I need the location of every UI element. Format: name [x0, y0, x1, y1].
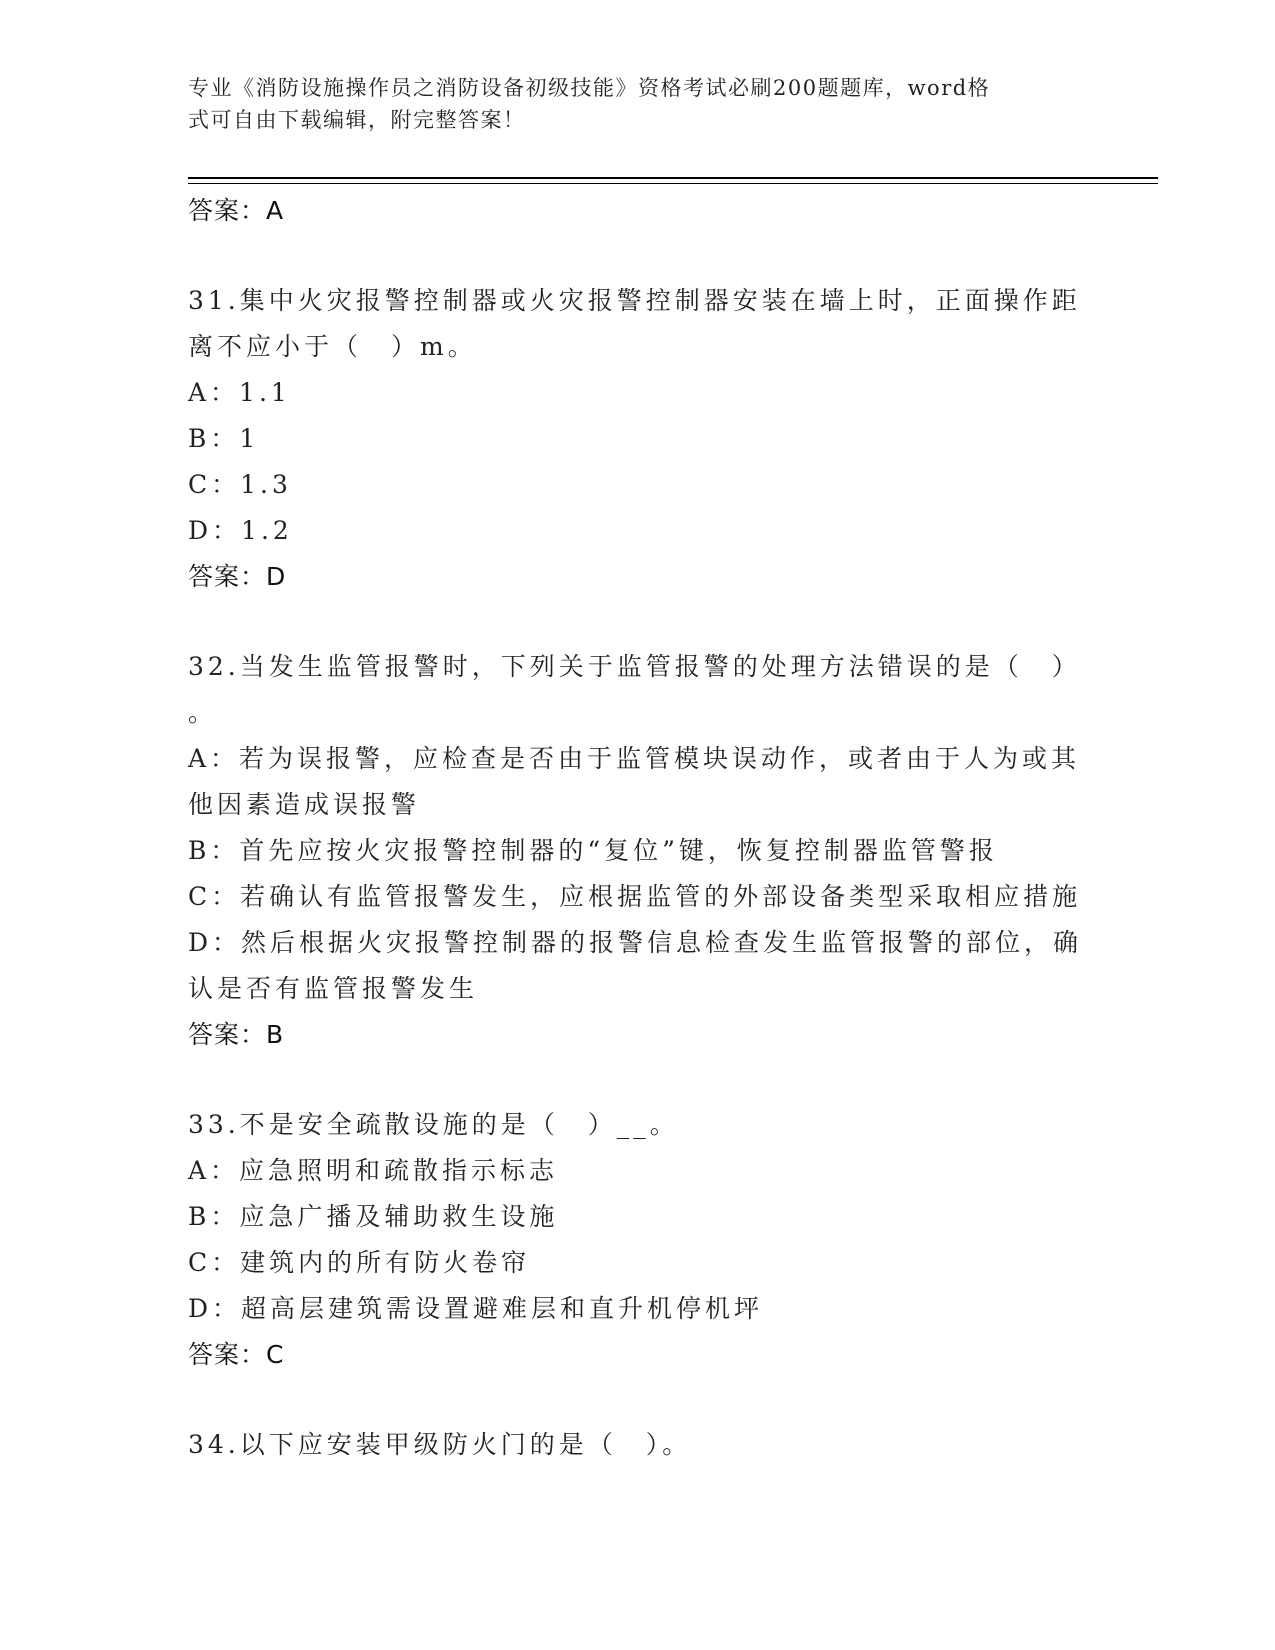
question-33 — [188, 1102, 1088, 1378]
page-header — [188, 72, 1068, 136]
question-stem-line: 32.当发生监管报警时，下列关于监管报警的处理方法错误的是（ ） — [188, 652, 1081, 681]
option-b: B：首先应按火灾报警控制器的“复位”键，恢复控制器监管警报 — [188, 836, 998, 865]
answer: 答案：C — [188, 1340, 285, 1369]
option-a: A：若为误报警，应检查是否由于监管模块误动作，或者由于人为或其 — [188, 744, 1081, 773]
header-rule-thick — [188, 177, 1158, 179]
question-34 — [188, 1422, 1088, 1468]
header-line-2: 式可自由下载编辑，附完整答案！ — [188, 108, 526, 132]
option-c: C：建筑内的所有防火卷帘 — [188, 1248, 531, 1277]
option-d: D：1.2 — [188, 516, 293, 545]
answer: 答案：D — [188, 562, 287, 591]
question-stem-line: 34.以下应安装甲级防火门的是（ ）。 — [188, 1430, 692, 1459]
option-b: B：应急广播及辅助救生设施 — [188, 1202, 559, 1231]
header-line-1: 专业《消防设施操作员之消防设备初级技能》资格考试必刷200题题库，word格 — [188, 76, 991, 100]
document-body — [188, 188, 1088, 1468]
option-c: C：1.3 — [188, 470, 292, 499]
question-stem-line: 31.集中火灾报警控制器或火灾报警控制器安装在墙上时，正面操作距 — [188, 286, 1081, 315]
option-d: D：超高层建筑需设置避难层和直升机停机坪 — [188, 1294, 764, 1323]
question-31 — [188, 278, 1088, 600]
option-a: A：应急照明和疏散指示标志 — [188, 1156, 559, 1185]
question-stem-line: 33.不是安全疏散设施的是（ ）__。 — [188, 1110, 679, 1139]
question-stem-line: 离不应小于（ ）m。 — [188, 332, 477, 361]
option-c: C：若确认有监管报警发生，应根据监管的外部设备类型采取相应措施 — [188, 882, 1082, 911]
option-a-continued: 他因素造成误报警 — [188, 790, 421, 819]
option-a: A：1.1 — [188, 378, 291, 407]
option-b: B：1 — [188, 424, 260, 453]
answer: 答案：B — [188, 1020, 285, 1049]
question-stem-line: 。 — [188, 698, 218, 727]
question-32 — [188, 644, 1088, 1058]
option-d: D：然后根据火灾报警控制器的报警信息检查发生监管报警的部位，确 — [188, 928, 1083, 957]
previous-answer: 答案：A — [188, 196, 285, 225]
option-d-continued: 认是否有监管报警发生 — [188, 974, 479, 1003]
header-rule-thin — [188, 183, 1158, 184]
